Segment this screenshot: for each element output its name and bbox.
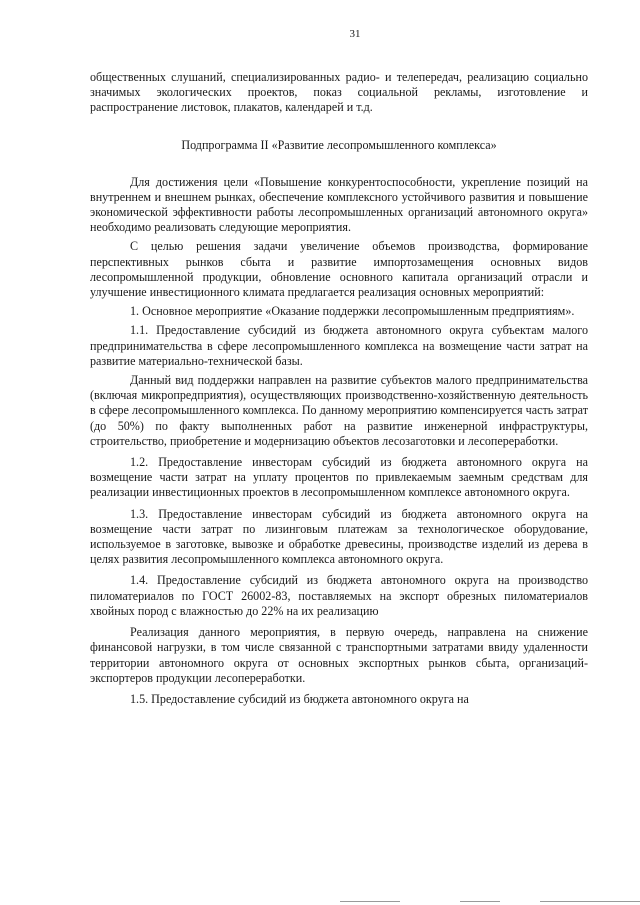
paragraph-goal: Для достижения цели «Повышение конкурентоспособности, укрепление позиций на внутреннем и внешнем рынках, обеспечение комплексного устойчивого развития и повышение экономической эффективности работы лесопромышленных организаций автономного округа» необходимо реализовать следующие мероприятия.: [90, 174, 588, 235]
scan-edge-marks: [300, 899, 640, 905]
paragraph-item-1-5: 1.5. Предоставление субсидий из бюджета автономного округа на: [130, 691, 469, 706]
paragraph-item-1-3: 1.3. Предоставление инвесторам субсидий из бюджета автономного округа на возмещение части затрат по лизинговым платежам за технологическое оборудование, используемое в заготовке, вывозке и обработке древесины, производстве изделий из дерева в целях развития лесопромышленного комплекса автономного округа.: [90, 506, 588, 567]
paragraph-continuation: общественных слушаний, специализированных радио- и телепередач, реализацию социально значимых экологических проектов, показ социальной рекламы, изготовление и распространение листовок, плакатов, календарей и т.д.: [90, 70, 588, 115]
section-heading: Подпрограмма II «Развитие лесопромышленного комплекса»: [181, 137, 497, 152]
paragraph-task: С целью решения задачи увеличение объемов производства, формирование перспективных рынков сбыта и развитие импортозамещения основных видов лесопромышленной продукции, обновление основного капитала организаций отрасли и улучшение инвестиционного климата предлагается реализация основных мероприятий:: [90, 239, 588, 300]
paragraph-item-1-2: 1.2. Предоставление инвесторам субсидий из бюджета автономного округа на возмещение части затрат на уплату процентов по привлекаемым заемным средствам для реализации инвестиционных проектов в лесопромышленном комплексе автономного округа.: [90, 455, 588, 500]
paragraph-item-1-1: 1.1. Предоставление субсидий из бюджета автономного округа субъектам малого предпринимательства в сфере лесопромышленного комплекса на возмещение части затрат на развитие материально-технической базы.: [90, 323, 588, 368]
paragraph-item-1-4: 1.4. Предоставление субсидий из бюджета автономного округа на производство пиломатериалов по ГОСТ 26002-83, поставляемых на экспорт обрезных пиломатериалов хвойных пород с влажностью до 22% на их реализацию: [90, 573, 588, 618]
paragraph-main-activity: 1. Основное мероприятие «Оказание поддержки лесопромышленным предприятиям».: [130, 304, 575, 319]
paragraph-implementation: Реализация данного мероприятия, в первую очередь, направлена на снижение финансовой нагрузки, в том числе связанной с транспортными затратами ввиду удаленности территории автономного округа от основных экспортных рынков сбыта, организаций-экспортеров продукции лесопереработки.: [90, 625, 588, 685]
paragraph-support-description: Данный вид поддержки направлен на развитие субъектов малого предпринимательства (включая микропредприятия), осуществляющих производственно-хозяйственную деятельность в сфере лесопромышленного комплекса. По данному мероприятию компенсируется часть затрат (до 50%) по факту выполненных работ на развитие инженерной инфраструктуры, строительство, приобретение и модернизацию объектов лесозаготовки и лесопереработки.: [90, 373, 588, 448]
page-number: 31: [349, 28, 361, 40]
